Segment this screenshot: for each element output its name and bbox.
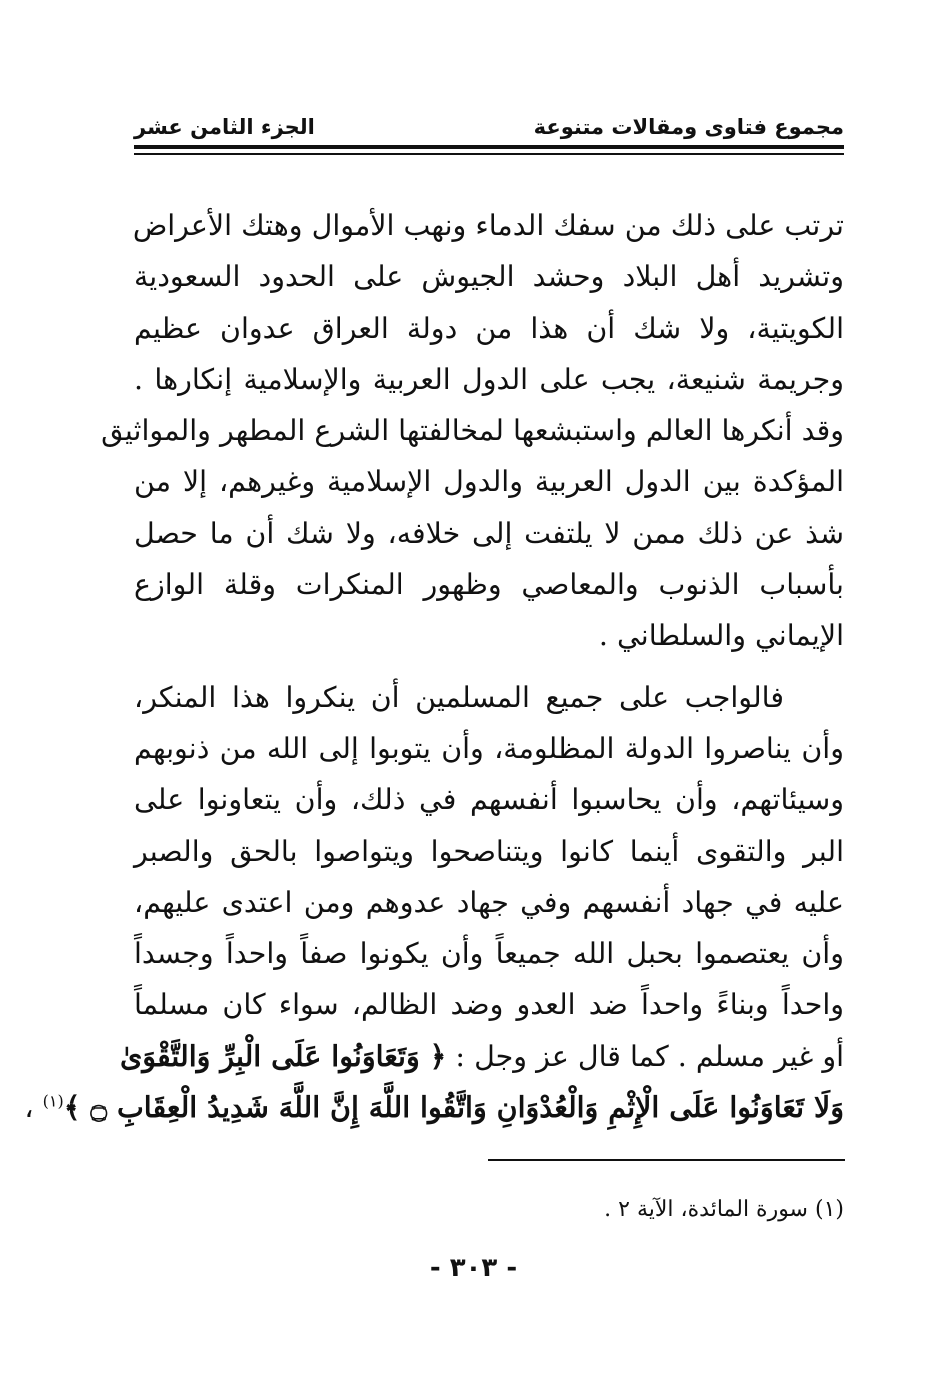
- quran-verse-part1: ﴿ وَتَعَاوَنُوا عَلَى الْبِرِّ وَالتَّقْوَىٰ: [119, 1038, 447, 1073]
- text-line: وسيئاتهم، وأن يحاسبوا أنفسهم في ذلك، وأن يتعاونوا على: [134, 783, 844, 817]
- header-rule-thin: [134, 153, 844, 155]
- header-rule-thick: [134, 145, 844, 149]
- text-line: البر والتقوى أينما كانوا ويتناصحوا ويتواصوا بالحق والصبر: [134, 834, 844, 868]
- text-line: عليه في جهاد أنفسهم وفي جهاد عدوهم ومن اعتدى عليهم،: [134, 885, 844, 919]
- text-line: شذ عن ذلك ممن لا يلتفت إلى خلافه، ولا شك أن ما حصل: [134, 516, 844, 550]
- text-line: وأن يناصروا الدولة المظلومة، وأن يتوبوا إلى الله من ذنوبهم: [134, 731, 844, 765]
- paragraph-gap: [134, 662, 844, 672]
- text-line: وقد أنكرها العالم واستبشعها لمخالفتها الشرع المطهر والمواثيق: [101, 414, 844, 448]
- running-header: [134, 112, 844, 142]
- page-number: - ٣٠٣ -: [429, 1253, 518, 1283]
- text-line: المؤكدة بين الدول العربية والدول الإسلامية وغيرهم، إلا من: [134, 465, 844, 499]
- text-line: ترتب على ذلك من سفك الدماء ونهب الأموال وهتك الأعراض: [132, 209, 844, 242]
- text-line: الكويتية، ولا شك أن هذا من دولة العراق عدوان عظيم: [134, 311, 844, 345]
- text-line: وتشريد أهل البلاد وحشد الجيوش على الحدود السعودية: [134, 260, 844, 294]
- footnote-rule: [488, 1159, 845, 1161]
- text-line: واحداً وبناءً واحداً ضد العدو وضد الظالم، سواء كان مسلماً: [134, 988, 844, 1022]
- quran-verse-part2: وَلَا تَعَاوَنُوا عَلَى الْإِثْمِ وَالْعُدْوَانِ وَاتَّقُوا اللَّهَ إِنَّ اللَّهَ شَدِيدُ الْعِقَابِ ۝ ﴾: [63, 1090, 844, 1125]
- footnote-marker: (١): [42, 1091, 64, 1111]
- volume-label: الجزء الثامن عشر: [134, 115, 315, 139]
- main-text: [24, 200, 844, 1133]
- text-line: [24, 1082, 844, 1133]
- text-line: [119, 1031, 844, 1082]
- footnote: (١) سورة المائدة، الآية ٢ .: [604, 1197, 844, 1222]
- book-title: مجموع فتاوى ومقالات متنوعة: [533, 115, 844, 139]
- trailing-comma: ،: [24, 1091, 34, 1125]
- quote-intro: أو غير مسلم . كما قال عز وجل :: [455, 1039, 844, 1073]
- text-line: بأسباب الذنوب والمعاصي وظهور المنكرات وقلة الوازع: [134, 568, 844, 602]
- text-line: وأن يعتصموا بحبل الله جميعاً وأن يكونوا صفاً واحداً وجسداً: [134, 937, 844, 971]
- text-line: وجريمة شنيعة، يجب على الدول العربية والإسلامية إنكارها .: [134, 362, 844, 396]
- text-line: فالواجب على جميع المسلمين أن ينكروا هذا المنكر،: [134, 680, 784, 714]
- text-line: الإيماني والسلطاني .: [598, 619, 844, 653]
